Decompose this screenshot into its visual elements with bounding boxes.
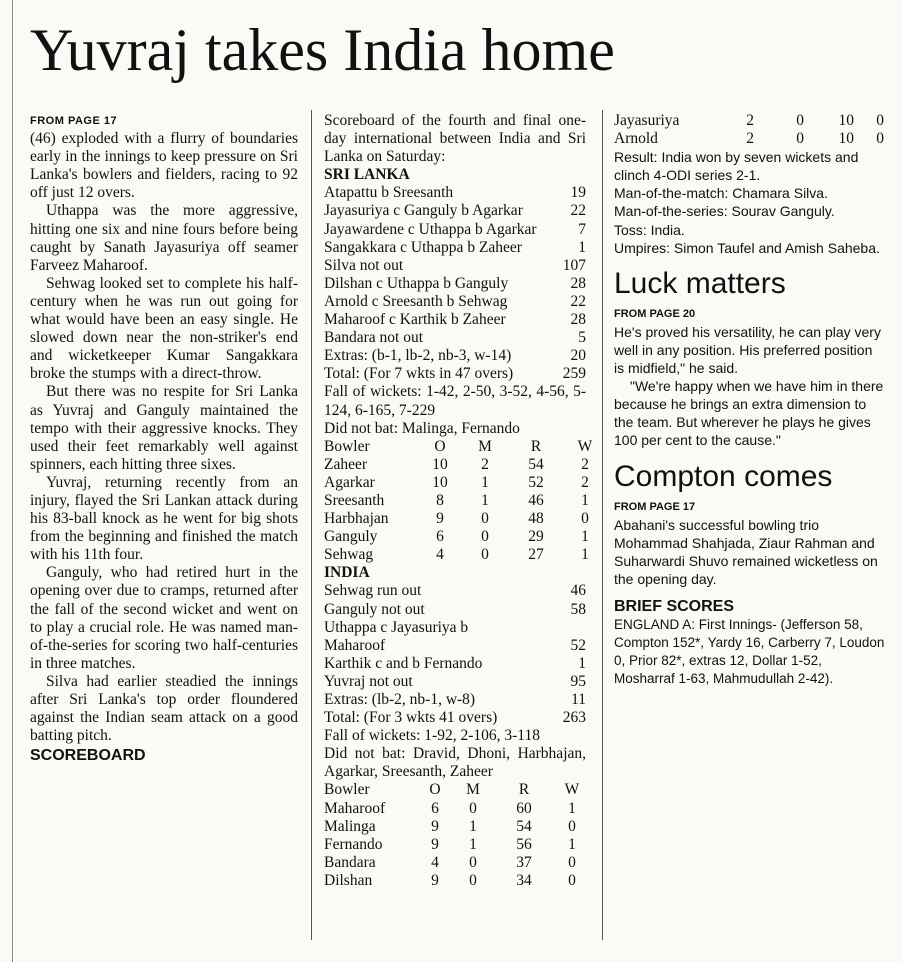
runs: 1 [578,238,586,256]
batsman-name: Total: (For 3 wkts 41 overs) [324,709,498,727]
page-edge [0,0,13,962]
scoreboard-column [324,112,593,890]
paragraph: He's proved his versatility, he can play very well in any position. His preferred position is midfield," he said. [614,323,881,377]
bowling-row [324,455,589,474]
bowling-cell: Ganguly [324,528,378,546]
bowling-cell: 37 [516,853,532,871]
batsman-name: Uthappa c Jayasuriya b [324,618,469,636]
batsman-name: Karthik c and b Fernando [324,654,483,672]
header-cell: Bowler [324,437,370,455]
bowling-cell: 2 [481,455,489,473]
batsman-name: Yuvraj not out [324,672,413,690]
header-cell: M [478,437,492,455]
header-cell: R [530,437,542,455]
runs: 28 [570,274,586,292]
fall-of-wickets: Fall of wickets: 1-92, 2-106, 3-118 [324,727,540,745]
header-cell: W [564,781,580,799]
bowling-cell: 10 [432,455,448,473]
batsman-name: Silva not out [324,256,404,274]
kicker: FROM PAGE 17 [30,115,118,127]
man-of-the-match: Man-of-the-match: Chamara Silva. [614,185,828,202]
bowling-cell: 0 [481,510,489,528]
batting-row [324,709,586,727]
toss: Toss: India. [614,221,685,238]
bowling-cell: Sreesanth [324,491,385,509]
bowling-row [614,112,886,130]
bowling-cell: 6 [431,799,439,817]
bowling-cell: 2 [746,130,754,148]
batting-row [324,202,586,220]
bowling-list [324,800,586,890]
header-cell: R [518,781,530,799]
bowling-list [324,455,589,565]
batting-list [324,582,586,727]
runs [558,619,586,637]
article-column-1 [30,112,298,765]
bowling-row [324,854,586,872]
bowling-row [324,818,586,836]
bowling-cell: 60 [516,799,532,817]
bowling-cell: 48 [528,510,544,528]
bowling-cell: 9 [436,510,444,528]
bowling-cell: 10 [432,473,448,491]
bowling-cell: 52 [528,473,544,491]
did-not-bat: Did not bat: Malinga, Fernando [324,419,520,437]
bowling-cell: 8 [436,491,444,509]
bowling-cell: 54 [528,455,544,473]
fall-of-wickets: Fall of wickets: 1-42, 2-50, 3-52, 4-56, 5-124, 6-165, 7-229 [324,383,586,419]
header-cell: M [466,781,480,799]
batsman-name: Dilshan c Uthappa b Ganguly [324,274,509,292]
runs: 58 [570,600,586,618]
batting-list [324,184,586,383]
batsman-name: Arnold c Sreesanth b Sehwag [324,292,508,310]
result: Result: India won by seven wickets and clinch 4-ODI series 2-1. [614,149,859,184]
bowling-list [614,112,886,148]
runs: 22 [570,292,586,310]
did-not-bat: Did not bat: Dravid, Dhoni, Harbhajan, Agarkar, Sreesanth, Zaheer [324,745,586,781]
man-of-the-series: Man-of-the-series: Sourav Ganguly. [614,203,835,220]
umpires: Umpires: Simon Taufel and Amish Saheba. [614,239,880,256]
batsman-name: Atapattu b Sreesanth [324,184,454,202]
batting-row [324,619,586,637]
bowling-cell: 0 [481,528,489,546]
bowling-cell: 0 [796,130,804,148]
paragraph: Silva had earlier steadied the innings after Sri Lanka's top order floundered against the Indian seam attack on a good batting pitch. [30,672,298,745]
bowling-cell: 0 [876,112,884,129]
paragraph: Yuvraj, returning recently from an injury, flayed the Sri Lankan attack during his 83-ball knock as he went for big shots from the beginning and finished the match with his 11th four. [30,473,298,564]
batsman-name: Ganguly not out [324,600,425,618]
bowling-cell: 34 [516,871,532,889]
batsman-name: Extras: (lb-2, nb-1, w-8) [324,691,476,708]
runs: 20 [570,347,586,365]
bowling-header [324,437,593,456]
runs: 46 [570,582,586,600]
runs: 263 [562,709,586,727]
runs: 28 [570,311,586,329]
bowling-cell: 2 [746,112,754,129]
bowling-cell: 0 [581,510,589,528]
runs: 1 [578,654,586,672]
batting-row [324,365,586,383]
article-column-3 [614,112,886,688]
runs: 22 [570,202,586,220]
bowling-row [324,836,586,854]
brief-scores-heading: BRIEF SCORES [614,597,735,615]
batting-row [324,582,586,600]
bowling-cell: 1 [568,799,576,817]
bowling-cell: 6 [436,528,444,546]
bowling-cell: Fernando [324,835,383,853]
bowling-cell: 9 [431,871,439,889]
batting-row [324,275,586,293]
batsman-name: Maharoof c Karthik b Zaheer [324,311,506,329]
batting-row [324,293,586,311]
runs: 95 [570,672,586,690]
bowling-cell: 1 [581,491,589,509]
batsman-name: Extras: (b-1, lb-2, nb-3, w-14) [324,347,512,365]
batsman-name: Bandara not out [324,329,424,347]
bowling-cell: 1 [568,835,576,853]
runs: 11 [571,691,586,708]
bowling-cell: 1 [581,528,589,546]
bowling-cell: Maharoof [324,799,386,817]
batsman-name: Sehwag run out [324,582,422,600]
bowling-cell: 4 [431,853,439,871]
bowling-cell: 0 [568,817,576,835]
bowling-row [324,510,589,528]
section-heading: Luck matters [614,266,786,300]
paragraph: Abahani's successful bowling trio Mohammad Shahjada, Ziaur Rahman and Suharwardi Shuvo remained wicketless on the opening day. [614,516,878,587]
team-heading: SRI LANKA [324,166,410,184]
bowling-cell: Malinga [324,817,376,835]
headline: Yuvraj takes India home [30,17,615,83]
bowling-cell: 29 [528,528,544,546]
bowling-row [324,546,589,564]
subhead: SCOREBOARD [30,747,146,765]
header-cell: Bowler [324,781,370,799]
bowling-cell: 0 [796,112,804,129]
paragraph: ENGLAND A: First Innings- (Jefferson 58, Compton 152*, Yardy 16, Carberry 7, Loudon 0, Prior 82*, extras 12, Dollar 1-52, Mosharraf 1-63, Mahmudullah 2-42). [614,617,885,687]
runs: 52 [570,636,586,654]
kicker: FROM PAGE 20 [614,307,696,320]
batting-row [324,184,586,202]
header-cell: O [434,437,446,455]
bowling-cell: 0 [469,799,477,817]
runs: 107 [562,256,586,274]
bowling-row [614,130,886,148]
scoreboard-intro: Scoreboard of the fourth and final one-day international between India and Sri Lanka on Saturday: [324,112,586,166]
batting-row [324,311,586,329]
bowling-row [324,528,589,546]
bowling-cell: 4 [436,546,444,564]
batsman-name: Jayasuriya c Ganguly b Agarkar [324,202,523,220]
paragraph: Ganguly, who had retired hurt in the opening over due to cramps, returned after the fall of the second wicket and went on to play a crucial role. He was named man-of-the-series for scoring two half-centuries in three matches. [30,564,298,672]
batsman-name: Sangakkara c Uthappa b Zaheer [324,238,522,256]
batting-row [324,221,586,239]
header-cell: O [429,781,441,799]
bowling-cell: Bandara [324,853,376,871]
section-heading: Compton comes [614,459,833,493]
bowling-row [324,491,589,510]
bowling-cell: Agarkar [324,473,375,491]
bowling-cell: 1 [469,835,477,853]
bowling-cell: 1 [481,491,489,509]
batting-row [324,655,586,673]
bowling-cell: 9 [431,835,439,853]
bowling-header [324,781,586,799]
bowling-cell: 10 [838,112,854,129]
paragraph: But there was no respite for Sri Lanka as Yuvraj and Ganguly maintained the tempo with their aggressive knocks. They used their feet remarkably well against spinners, each hitting three sixes. [30,383,298,473]
bowling-cell: Arnold [614,130,658,148]
bowling-row [324,800,586,818]
bowling-cell: 2 [581,455,589,473]
bowling-row [324,872,586,890]
bowling-cell: 1 [481,473,489,491]
paragraph: Sehwag looked set to complete his half-century when he was run out going for what would have been an easy single. He slowed down near the non-striker's end and wicketkeeper Kumar Sangakkara broke the stumps with a direct-throw. [30,274,298,383]
bowling-cell: 1 [581,546,589,564]
bowling-cell: 0 [469,871,477,889]
runs: 5 [578,329,586,347]
batting-row [324,257,586,275]
bowling-cell: Zaheer [324,455,368,473]
bowling-cell: 0 [481,546,489,564]
runs: 19 [570,184,586,202]
runs: 259 [562,365,586,383]
paragraph: Uthappa was the more aggressive, hitting one six and nine fours before being caught by Sanath Jayasuriya off seamer Farveez Maharoof. [30,202,298,274]
bowling-cell: 10 [838,130,854,148]
bowling-cell: Sehwag [324,546,374,564]
bowling-cell: 56 [516,835,532,853]
batting-row [324,329,586,347]
team-heading: INDIA [324,564,370,582]
kicker: FROM PAGE 17 [614,500,696,513]
bowling-cell: 0 [469,853,477,871]
bowling-cell: Harbhajan [324,510,389,528]
batting-row [324,347,586,365]
batting-row [324,673,586,691]
batting-row [324,239,586,257]
batsman-name: Maharoof [324,636,386,654]
bowling-row [324,473,589,492]
paragraph: "We're happy when we have him in there because he brings an extra dimension to the team. But wherever he plays he gives 100 per cent to the cause." [614,378,884,449]
bowling-cell: 0 [876,130,884,148]
bowling-cell: Dilshan [324,871,373,889]
bowling-cell: 9 [431,817,439,835]
column-rule [311,110,312,940]
batsman-name: Total: (For 7 wkts in 47 overs) [324,365,514,383]
batting-row [324,637,586,655]
runs: 7 [578,220,586,238]
header-cell: W [577,437,593,455]
bowling-cell: 0 [568,853,576,871]
batting-row [324,691,586,709]
batsman-name: Jayawardene c Uthappa b Agarkar [324,220,537,238]
bowling-cell: 46 [528,491,544,509]
batting-row [324,601,586,619]
bowling-cell: 2 [581,473,589,491]
bowling-cell: 1 [469,817,477,835]
bowling-cell: 27 [528,546,544,564]
bowling-cell: 54 [516,817,532,835]
bowling-cell: Jayasuriya [614,112,680,129]
bowling-cell: 0 [568,871,576,889]
paragraph: (46) exploded with a flurry of boundaries early in the innings to keep pressure on Sri Lanka's bowlers and fielders, racing to 92 off just 12 overs. [30,130,298,202]
